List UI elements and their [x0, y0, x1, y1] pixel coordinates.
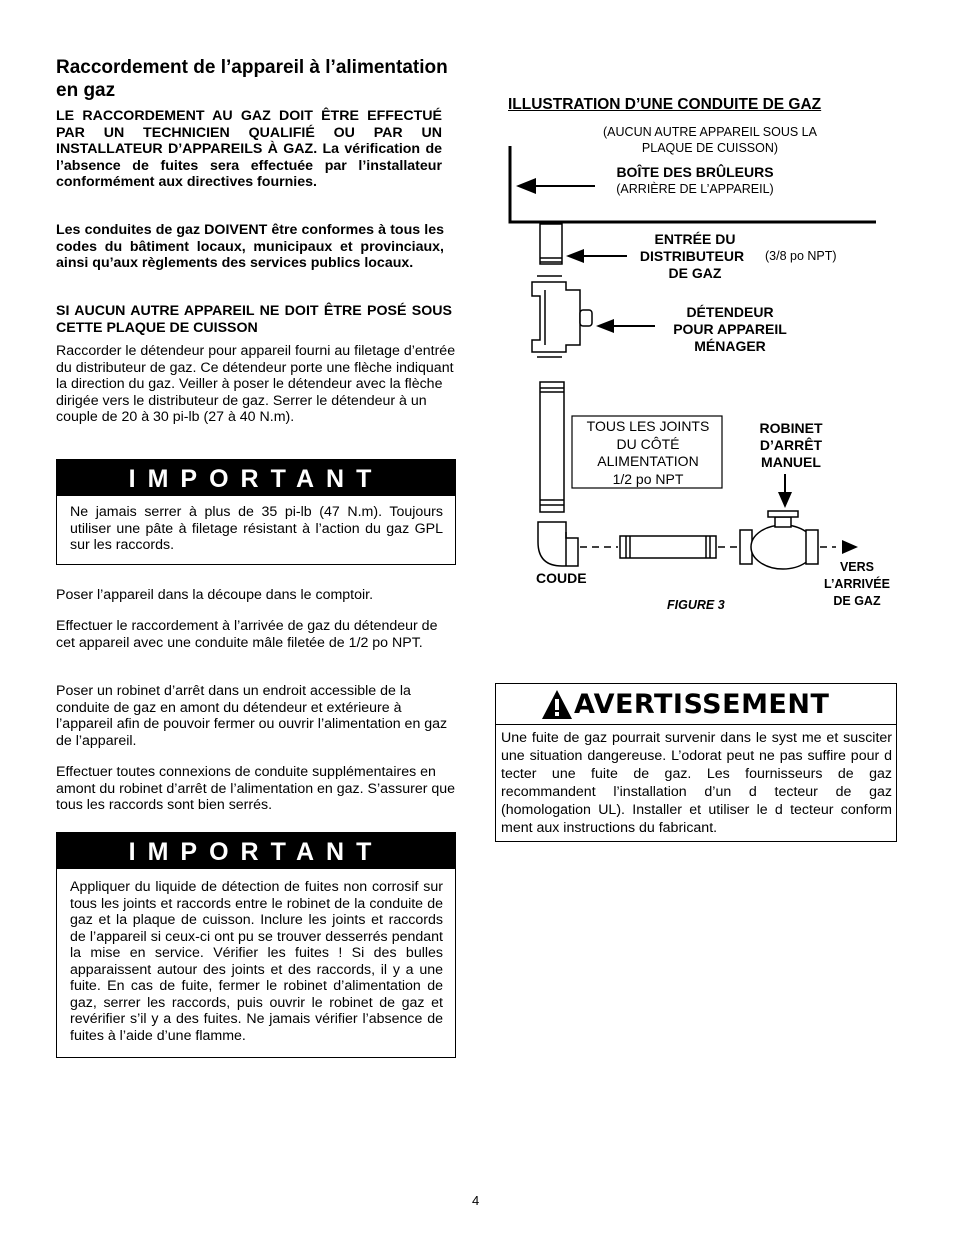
- to-gas-supply-label: [818, 559, 896, 610]
- inlet-size-label: (3/8 po NPT): [765, 249, 837, 263]
- regulator-knob: [580, 310, 592, 326]
- label-line: VERS: [839, 560, 875, 574]
- warning-title: AVERTISSEMENT: [574, 689, 830, 720]
- label-line: POUR APPAREIL: [673, 321, 787, 337]
- important-header: IMPORTANT: [57, 460, 455, 496]
- section-heading: Raccordement de l’appareil à l’alimentation en gaz: [56, 57, 448, 101]
- label-line: DÉTENDEUR: [686, 304, 774, 320]
- important-body: Ne jamais serrer à plus de 35 pi-lb (47 N.m). Toujours utiliser une pâte à filetage résistant à l’action du gaz GPL sur les raccords.: [70, 504, 443, 553]
- label-line: ENTRÉE DU: [654, 231, 736, 247]
- important-body: Appliquer du liquide de détection de fuites non corrosif sur tous les joints et raccords entre le robinet de la conduite de gaz et la plaque de cuisson. Inclure les joints et raccords de l’appareil si ceux-ci ont pu se trouver desserrés pendant la mise en service. Vérifier les fuites ! Si des bulles apparaissent autour des joints et des raccords, il y a une fuite. En cas de fuite, fermer le robinet d’alimentation de gaz, serrer les raccords, puis ouvrir le robinet de gaz et revérifier s’il y a des fuites. Ne jamais vérifier l’absence de fuites à l’aide d’une flamme.: [70, 879, 443, 1044]
- label-line: ROBINET: [759, 420, 823, 436]
- valve-callout-arrow: [778, 492, 792, 508]
- supply-direction-arrow: [842, 540, 858, 554]
- label-line: DE GAZ: [668, 265, 722, 281]
- valve-flange-left: [740, 530, 752, 564]
- label-line: MÉNAGER: [694, 338, 766, 354]
- valve-flange-right: [806, 530, 818, 564]
- regulator-callout-arrow: [596, 319, 614, 333]
- valve-handle: [768, 511, 798, 517]
- no-other-appliance-note: [572, 124, 848, 156]
- flow-arrow-head: [516, 178, 536, 194]
- warning-triangle-icon: [540, 688, 574, 722]
- supply-pipe-vertical: [540, 382, 564, 512]
- install-appliance-paragraph: Poser l’appareil dans la découpe dans le comptoir.: [56, 587, 374, 603]
- note-line: PLAQUE DE CUISSON): [641, 141, 779, 155]
- label-line: DU CÔTÉ: [616, 435, 680, 452]
- manual-valve-label: [745, 420, 837, 471]
- label-line: DISTRIBUTEUR: [639, 248, 745, 264]
- important-header: IMPORTANT: [57, 833, 455, 869]
- warning-box: [495, 683, 897, 842]
- warning-body: Une fuite de gaz pourrait survenir dans le syst me et susciter une situation dangereuse. L’odorat peut ne pas suffire pour d tecter une fuite de gaz. Les fournisseurs de gaz recommandent l’installation d’un d tecteur de gaz (homologation UL). Installer et utiliser le d tecteur conform ment aux instructions du fabricant.: [501, 730, 892, 836]
- additional-connections-paragraph: Effectuer toutes connexions de conduite supplémentaires en amont du robinet d’arrêt de l’alimentation en gaz. S’assurer que tous les raccords sont bien serrés.: [56, 764, 456, 813]
- label-line: ALIMENTATION: [597, 453, 699, 469]
- regulator-instructions-paragraph: Raccorder le détendeur pour appareil fourni au filetage d’entrée du distributeur de gaz. Ce détendeur porte une flèche indiquant la direction du gaz. Veiller à poser le détendeur avec la flèche dirigée vers le distributeur de gaz. Serrer le détendeur à un couple de 20 à 30 pi-lb (27 à 40 N.m).: [56, 343, 456, 425]
- burner-box-sublabel: (ARRIÈRE DE L’APPAREIL): [616, 182, 774, 196]
- joints-label: [573, 418, 723, 488]
- figure-caption: FIGURE 3: [667, 598, 725, 612]
- code-compliance-paragraph: Les conduites de gaz DOIVENT être conformes à tous les codes du bâtiment locaux, municipaux et provinciaux, ainsi qu’aux règlements des services publics locaux.: [56, 222, 444, 271]
- no-other-appliance-heading: SI AUCUN AUTRE APPAREIL NE DOIT ÊTRE POSÉ SOUS CETTE PLAQUE DE CUISSON: [56, 303, 452, 336]
- label-line: 1/2 po NPT: [612, 470, 684, 487]
- warning-header: [496, 684, 896, 725]
- elbow-fitting: [538, 522, 578, 566]
- regulator-label: [660, 304, 800, 355]
- burner-box-label: BOÎTE DES BRÛLEURS: [616, 164, 774, 180]
- regulator-body: [532, 282, 580, 352]
- supply-pipe-horizontal: [620, 536, 716, 558]
- page-number: 4: [472, 1193, 480, 1208]
- elbow-label: COUDE: [536, 570, 587, 586]
- label-line: L’ARRIVÉE: [824, 577, 890, 591]
- label-line: TOUS LES JOINTS: [586, 418, 710, 434]
- shutoff-valve-paragraph: Poser un robinet d’arrêt dans un endroit accessible de la conduite de gaz en amont du détendeur et extérieure à l’appareil afin de pouvoir fermer ou ouvrir l’alimentation en gaz de l’appareil.: [56, 683, 448, 749]
- label-line: MANUEL: [761, 454, 821, 470]
- note-line: (AUCUN AUTRE APPAREIL SOUS LA: [603, 125, 817, 139]
- qualified-technician-paragraph: LE RACCORDEMENT AU GAZ DOIT ÊTRE EFFECTUÉ PAR UN TECHNICIEN QUALIFIÉ OU PAR UN INSTALLATEUR D’APPAREILS À GAZ. La vérification de l’absence de fuites sera effectuée par l’installateur conformément aux directives fournies.: [56, 108, 442, 190]
- manifold-inlet-label: [628, 231, 756, 282]
- label-line: D’ARRÊT: [759, 437, 823, 453]
- inlet-callout-arrow: [566, 249, 584, 263]
- gas-connection-paragraph: Effectuer le raccordement à l’arrivée de gaz du détendeur de cet appareil avec une conduite mâle filetée de 1/2 po NPT.: [56, 618, 438, 651]
- figure-title: ILLUSTRATION D’UNE CONDUITE DE GAZ: [508, 96, 822, 113]
- valve-stem: [775, 517, 791, 527]
- label-line: DE GAZ: [833, 594, 881, 608]
